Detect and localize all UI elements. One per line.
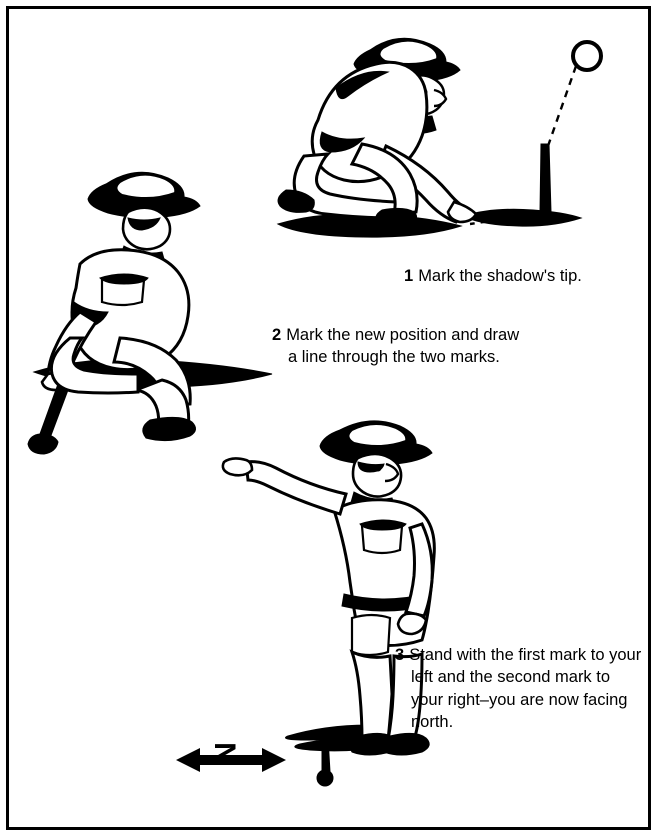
step-3-text: Stand with the first mark to your left and the second mark to your right–you are now facing north. (409, 646, 642, 731)
step-2-number: 2 (272, 326, 282, 344)
step-2-caption (272, 324, 528, 369)
north-label: N (207, 742, 241, 764)
step-1-caption (404, 265, 634, 287)
step-3-number: 3 (395, 646, 405, 664)
step-3-caption (395, 644, 643, 733)
step-2-text: Mark the new position and draw a line through the two marks. (286, 326, 520, 367)
step-1-number: 1 (404, 267, 414, 285)
step-1-illustration (258, 28, 638, 258)
step-1-text: Mark the shadow's tip. (418, 267, 582, 285)
